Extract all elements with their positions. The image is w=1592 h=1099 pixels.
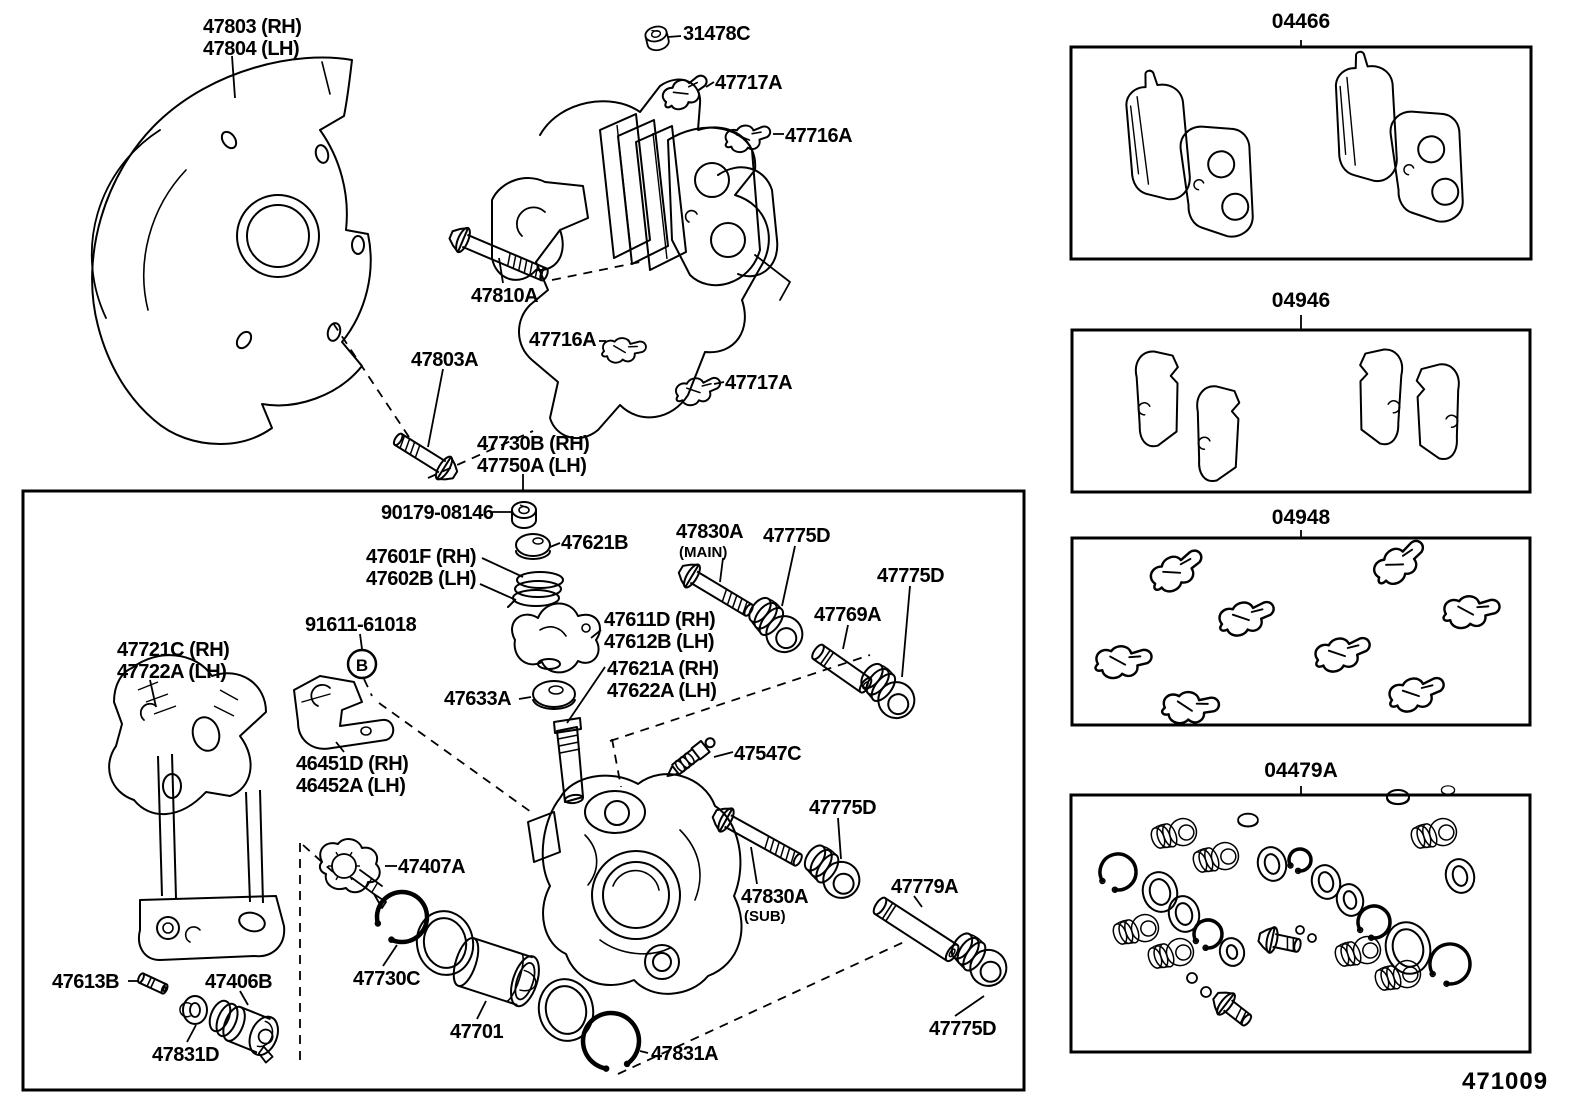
label-bolt-91611: 91611-61018 — [305, 614, 417, 636]
label-kit-04466: 04466 — [1271, 10, 1331, 33]
kit-snap-ring — [1430, 944, 1470, 986]
marker-b — [348, 650, 376, 678]
label-spring-47601f: 47601F (RH) 47602B (LH) — [366, 546, 477, 590]
label-cap-47621b: 47621B — [561, 532, 629, 554]
boxes — [23, 47, 1531, 1090]
pad-backing — [1325, 48, 1405, 186]
kit-box-04946 — [1072, 330, 1530, 492]
label-clip-47717a-top: 47717A — [715, 72, 783, 94]
cap-plug — [1238, 814, 1258, 827]
anti-squeal-shim — [1352, 347, 1406, 446]
label-pin-47779a: 47779A — [891, 876, 959, 898]
kit-box-04466 — [1071, 47, 1531, 259]
label-bolt-47830a-main-tag: (MAIN) — [679, 544, 728, 561]
kit-boot — [1110, 910, 1162, 952]
bracket-47721c — [109, 655, 284, 960]
kit-box-04479a — [1071, 795, 1530, 1052]
label-dust-shield: 47803 (RH) 47804 (LH) — [203, 16, 302, 60]
fitting-clip — [1220, 602, 1274, 636]
kit-bolt — [1208, 986, 1257, 1032]
label-plug-47407a: 47407A — [398, 856, 466, 878]
pin-47779a — [871, 896, 961, 963]
label-boot-47775d-1: 47775D — [763, 525, 831, 547]
nut-31478c — [644, 24, 671, 52]
kit-seal-ring — [1138, 868, 1181, 915]
kit-snap-ring — [1358, 906, 1390, 940]
label-bolt-47830a-sub: 47830A — [741, 886, 809, 908]
snap-ring-47730c — [375, 892, 427, 942]
kit-boot — [1145, 934, 1197, 976]
kit-04948-parts — [1093, 539, 1500, 732]
label-clip-47716a-top: 47716A — [785, 125, 853, 147]
cap-plug — [1387, 790, 1409, 804]
kit-seal-ring — [1254, 844, 1290, 884]
label-boot-47775d-3: 47775D — [809, 797, 877, 819]
bracket-46451d — [294, 676, 393, 749]
washer-47831d — [180, 996, 207, 1024]
kit-seal-ring — [1308, 862, 1344, 902]
label-pin-47613b: 47613B — [52, 971, 120, 993]
caliper-body — [528, 774, 742, 994]
marker-b-letter: B — [355, 656, 369, 675]
label-ring-47831a: 47831A — [651, 1043, 719, 1065]
kit-box-04948 — [1072, 538, 1530, 725]
bolt-47810a — [446, 223, 552, 288]
label-kit-04946: 04946 — [1271, 289, 1331, 312]
anti-squeal-shim — [1411, 363, 1462, 460]
figure-number: 471009 — [1462, 1068, 1549, 1095]
label-kit-04479a: 04479A — [1264, 759, 1338, 782]
bleeder-47621a — [554, 718, 583, 804]
kit-04946-parts — [1132, 347, 1462, 482]
label-bolt-47830a-main: 47830A — [676, 521, 744, 543]
label-clip-47717a-bottom: 47717A — [725, 372, 793, 394]
label-plate-47611d: 47611D (RH) 47612B (LH) — [604, 609, 716, 653]
fitting-clip — [1316, 638, 1370, 672]
label-clip-47716a-bottom: 47716A — [529, 329, 597, 351]
boot-47633a — [533, 681, 575, 709]
kit-seal-ring — [1165, 893, 1203, 936]
clip-47717a-bottom — [676, 378, 720, 405]
fitting-clip — [1390, 678, 1444, 712]
label-bracket-47721c: 47721C (RH) 47722A (LH) — [117, 639, 230, 683]
label-cyl-47406b: 47406B — [205, 971, 273, 993]
pin-47613b — [137, 973, 169, 995]
piston-47701 — [448, 934, 544, 1009]
dashed-lines — [300, 262, 906, 1074]
label-boot-47775d-2: 47775D — [877, 565, 945, 587]
dust-shield-47803 — [92, 58, 371, 444]
kit-04479a-parts — [1100, 786, 1478, 1032]
cylinder-boot-ring — [412, 907, 478, 980]
kit-04466-parts — [1115, 48, 1472, 242]
kit-boot — [1190, 838, 1242, 880]
label-nut-31478c: 31478C — [683, 23, 751, 45]
plug-47407a — [320, 839, 386, 908]
label-pin-47769a: 47769A — [814, 604, 882, 626]
plate-47611d — [512, 603, 600, 672]
label-piston-47701: 47701 — [450, 1021, 504, 1043]
label-bleeder-47547c: 47547C — [734, 743, 802, 765]
fitting-clip — [1441, 592, 1500, 634]
anti-squeal-shim — [1132, 349, 1186, 448]
cap-plug — [1441, 786, 1454, 795]
clip-47716a-bottom — [600, 334, 647, 368]
kit-boot — [1408, 814, 1460, 856]
clip-47717a-top — [660, 75, 711, 113]
anti-squeal-shim — [1194, 385, 1245, 482]
kit-seal-ring — [1442, 856, 1478, 896]
label-bolt-47803a: 47803A — [411, 349, 479, 371]
label-ring-47730c: 47730C — [353, 968, 421, 990]
fitting-clip — [1147, 549, 1208, 595]
piston-seal-ring — [533, 974, 599, 1046]
label-bolt-47810a: 47810A — [471, 285, 539, 307]
spring-47601f — [508, 572, 563, 607]
fitting-clip — [1093, 642, 1152, 684]
label-bracket-46451d: 46451D (RH) 46452A (LH) — [296, 753, 409, 797]
label-bolt-47830a-sub-tag: (SUB) — [744, 908, 786, 925]
pad-friction — [1387, 105, 1471, 227]
clip-47716a-top — [725, 124, 771, 154]
label-kit-04948: 04948 — [1271, 506, 1331, 529]
label-nut-90179: 90179-08146 — [381, 502, 494, 524]
label-boot-47775d-4: 47775D — [929, 1018, 997, 1040]
kit-snap-ring — [1288, 849, 1311, 873]
label-boot-47633a: 47633A — [444, 688, 512, 710]
label-washer-47831d: 47831D — [152, 1044, 220, 1066]
bolt-47803a — [389, 427, 462, 486]
cap-47621b — [516, 534, 550, 559]
snap-ring-47831a — [583, 1013, 639, 1071]
kit-boot — [1148, 814, 1200, 856]
nut-90179-08146 — [512, 502, 536, 528]
boot-47775d-4 — [943, 929, 1014, 993]
kit-snap-ring — [1100, 854, 1136, 892]
fitting-clip — [1369, 539, 1431, 589]
label-bleeder-47621a: 47621A (RH) 47622A (LH) — [607, 658, 719, 702]
label-caliper-assy: 47730B (RH) 47750A (LH) — [477, 433, 590, 477]
